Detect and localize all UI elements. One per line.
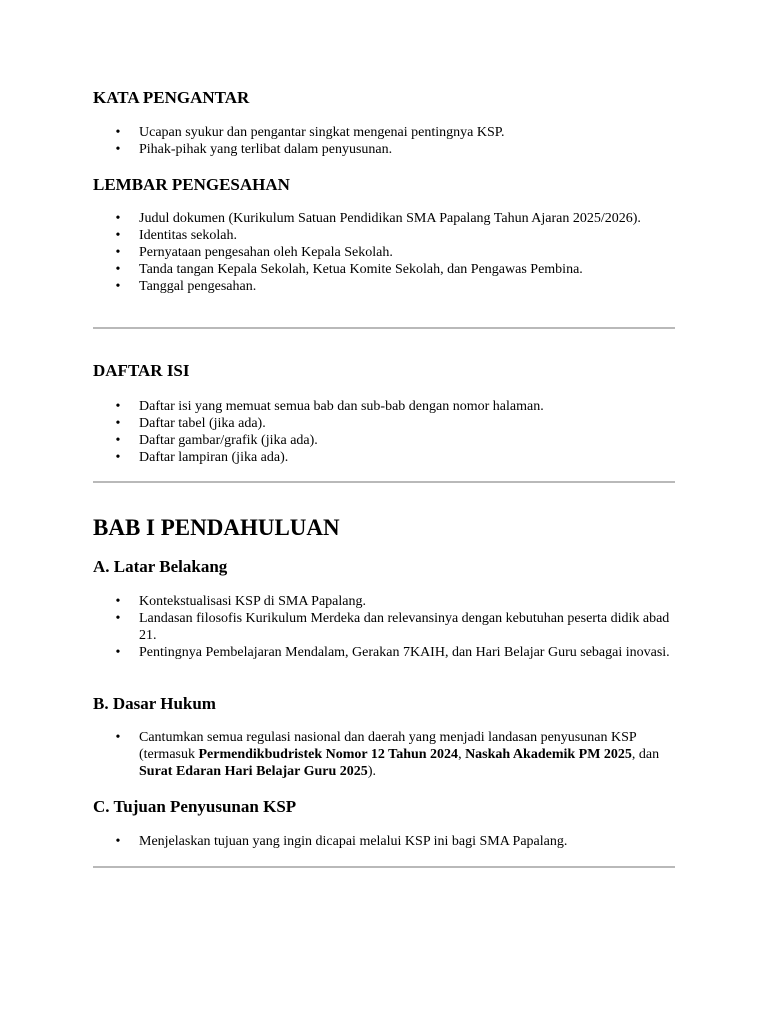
list-item: • Pentingnya Pembelajaran Mendalam, Gerakan 7KAIH, dan Hari Belajar Guru sebagai inovasi. bbox=[93, 644, 675, 661]
heading-tujuan: C. Tujuan Penyusunan KSP bbox=[93, 797, 297, 816]
bullet-icon: • bbox=[115, 245, 121, 260]
list-daftar-isi bbox=[93, 398, 675, 466]
bullet-icon: • bbox=[115, 594, 121, 609]
regulation-name: Permendikbudristek Nomor 12 Tahun 2024 bbox=[198, 747, 459, 762]
bullet-icon: • bbox=[115, 211, 121, 226]
list-kata-pengantar bbox=[93, 124, 675, 158]
heading-kata-pengantar: KATA PENGANTAR bbox=[93, 88, 250, 107]
bullet-icon: • bbox=[115, 279, 121, 294]
regulation-name: Surat Edaran Hari Belajar Guru 2025 bbox=[139, 764, 368, 779]
list-item: • Tanda tangan Kepala Sekolah, Ketua Komite Sekolah, dan Pengawas Pembina. bbox=[93, 261, 675, 278]
bullet-icon: • bbox=[115, 645, 121, 660]
list-item: • Daftar gambar/grafik (jika ada). bbox=[93, 432, 675, 449]
heading-lembar-pengesahan: LEMBAR PENGESAHAN bbox=[93, 175, 290, 194]
list-item: • Daftar lampiran (jika ada). bbox=[93, 449, 675, 466]
chapter-title: BAB I PENDAHULUAN bbox=[93, 515, 340, 540]
bullet-icon: • bbox=[115, 450, 121, 465]
bullet-icon: • bbox=[115, 433, 121, 448]
bullet-icon: • bbox=[115, 611, 121, 626]
list-lembar-pengesahan bbox=[93, 210, 675, 295]
list-dasar-hukum bbox=[93, 729, 675, 780]
horizontal-rule bbox=[93, 866, 675, 868]
list-item: • Daftar tabel (jika ada). bbox=[93, 415, 675, 432]
horizontal-rule bbox=[93, 327, 675, 329]
list-item: • Identitas sekolah. bbox=[93, 227, 675, 244]
list-item: • Daftar isi yang memuat semua bab dan sub-bab dengan nomor halaman. bbox=[93, 398, 675, 415]
heading-latar-belakang: A. Latar Belakang bbox=[93, 557, 228, 576]
list-item: • Tanggal pengesahan. bbox=[93, 278, 675, 295]
list-item: • Menjelaskan tujuan yang ingin dicapai melalui KSP ini bagi SMA Papalang. bbox=[93, 833, 675, 850]
list-item: • Pernyataan pengesahan oleh Kepala Sekolah. bbox=[93, 244, 675, 261]
list-item: • Ucapan syukur dan pengantar singkat mengenai pentingnya KSP. bbox=[93, 124, 675, 141]
heading-dasar-hukum: B. Dasar Hukum bbox=[93, 694, 216, 713]
list-item: • Cantumkan semua regulasi nasional dan daerah yang menjadi landasan penyusunan KSP (termasuk Permendikbudristek Nomor 12 Tahun 2024, Naskah Akademik PM 2025, dan Surat Edaran Hari Belajar Guru 2025). bbox=[93, 729, 675, 780]
bullet-icon: • bbox=[115, 228, 121, 243]
list-item: • Landasan filosofis Kurikulum Merdeka dan relevansinya dengan kebutuhan peserta didik abad 21. bbox=[93, 610, 675, 644]
heading-daftar-isi: DAFTAR ISI bbox=[93, 361, 190, 380]
bullet-icon: • bbox=[115, 416, 121, 431]
regulation-name: Naskah Akademik PM 2025 bbox=[465, 747, 632, 762]
bullet-icon: • bbox=[115, 834, 121, 849]
bullet-icon: • bbox=[115, 125, 121, 140]
horizontal-rule bbox=[93, 481, 675, 483]
list-tujuan bbox=[93, 833, 675, 850]
list-latar-belakang bbox=[93, 593, 675, 661]
bullet-icon: • bbox=[115, 730, 121, 745]
list-item: • Kontekstualisasi KSP di SMA Papalang. bbox=[93, 593, 675, 610]
list-item: • Judul dokumen (Kurikulum Satuan Pendidikan SMA Papalang Tahun Ajaran 2025/2026). bbox=[93, 210, 675, 227]
bullet-icon: • bbox=[115, 142, 121, 157]
bullet-icon: • bbox=[115, 399, 121, 414]
list-item: • Pihak-pihak yang terlibat dalam penyusunan. bbox=[93, 141, 675, 158]
bullet-icon: • bbox=[115, 262, 121, 277]
